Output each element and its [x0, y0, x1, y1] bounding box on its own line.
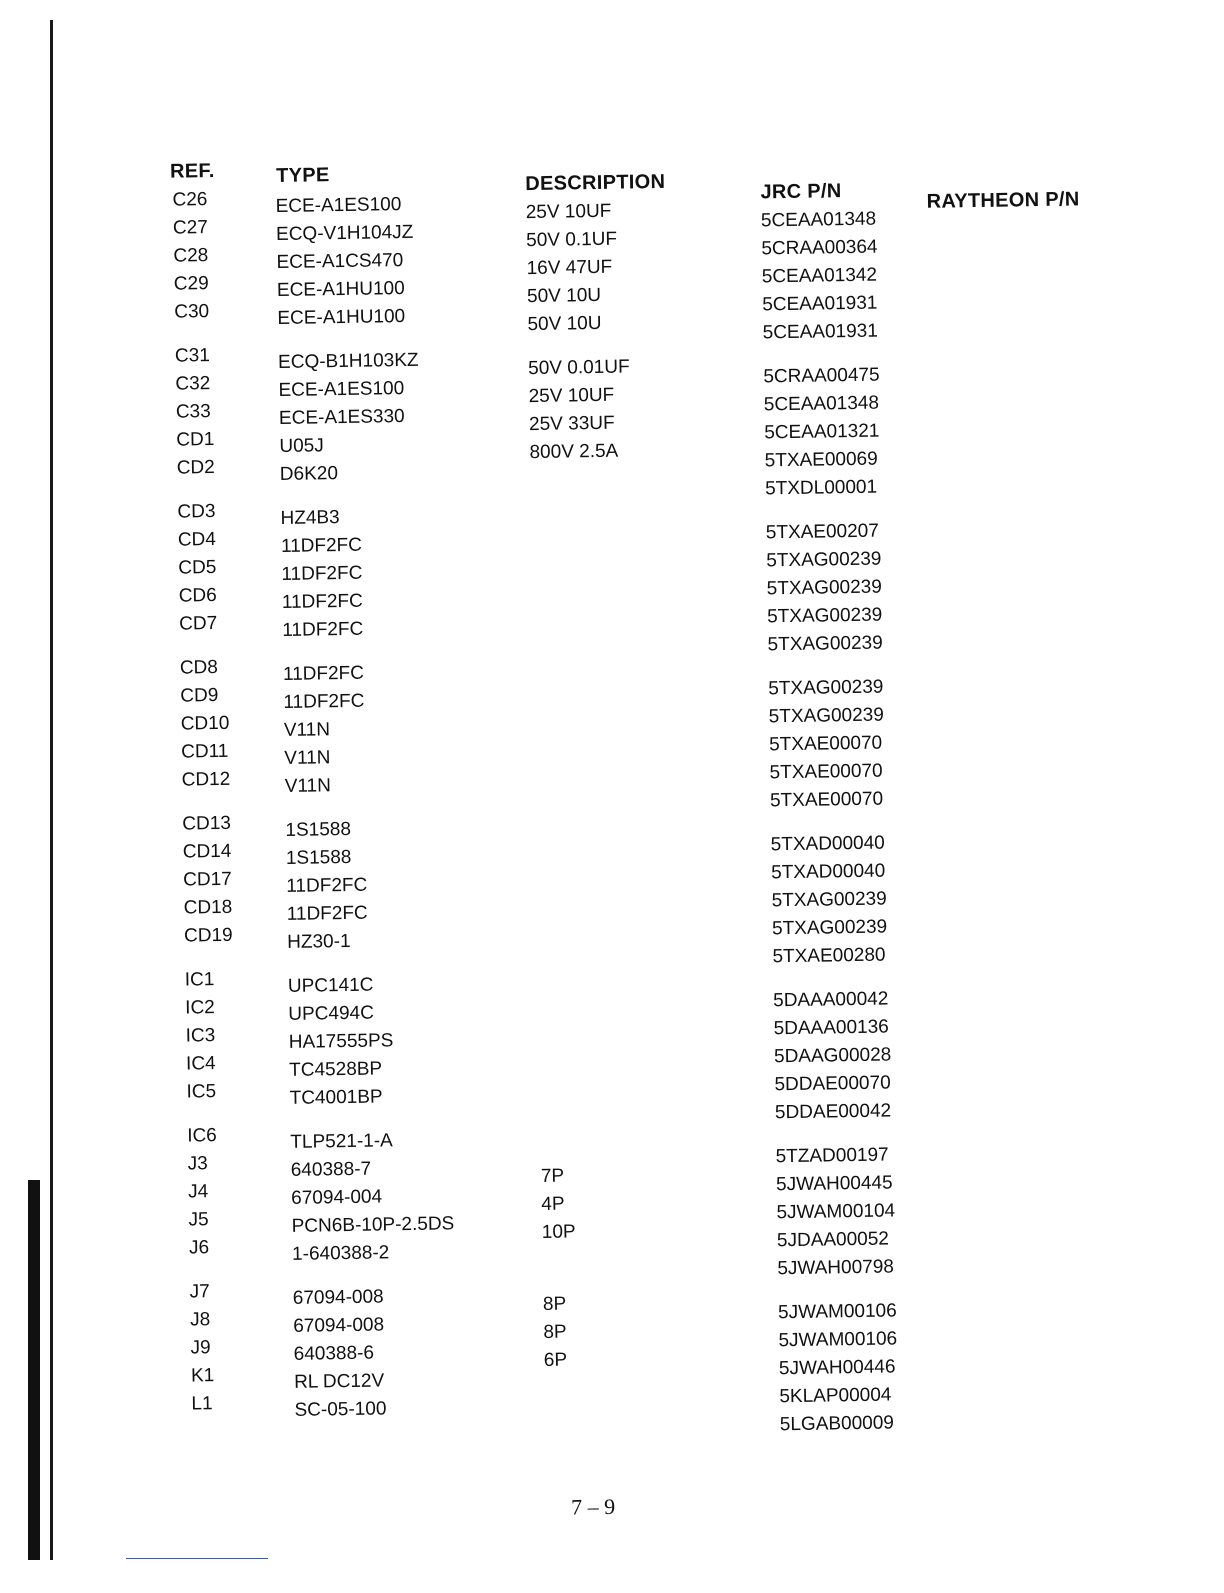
part-description: 50V 0.1UF — [526, 228, 618, 252]
part-ref: J7 — [189, 1281, 210, 1303]
part-type: 11DF2FC — [286, 902, 368, 925]
part-type: UPC141C — [287, 974, 374, 997]
part-type: 11DF2FC — [281, 590, 363, 613]
part-ref: CD11 — [181, 740, 229, 763]
part-type: V11N — [284, 775, 332, 797]
part-jrc-pn: 5DAAA00136 — [773, 1016, 889, 1040]
part-type: RL DC12V — [293, 1370, 385, 1393]
part-description: 7P — [540, 1165, 565, 1187]
part-type: 11DF2FC — [282, 662, 365, 685]
part-ref: CD6 — [178, 584, 217, 607]
part-jrc-pn: 5JDAA00052 — [776, 1228, 890, 1252]
part-jrc-pn: 5CEAA01321 — [764, 420, 880, 444]
part-ref: J3 — [187, 1153, 208, 1175]
part-type: HA17555PS — [288, 1030, 394, 1053]
part-jrc-pn: 5TXAE00207 — [765, 520, 880, 544]
part-ref: C28 — [173, 245, 209, 267]
part-jrc-pn: 5TXAG00239 — [768, 704, 885, 728]
part-type: 11DF2FC — [281, 562, 363, 585]
part-type: 67094-008 — [293, 1314, 385, 1337]
part-jrc-pn: 5JWAM00106 — [777, 1300, 897, 1324]
part-ref: J4 — [187, 1181, 209, 1203]
part-type: ECE-A1HU100 — [277, 306, 406, 330]
part-jrc-pn: 5JWAM00104 — [776, 1200, 896, 1224]
part-jrc-pn: 5TXAG00239 — [766, 576, 882, 600]
part-type: ECE-A1ES330 — [278, 406, 405, 429]
part-jrc-pn: 5TXAE00070 — [769, 760, 883, 784]
part-ref: CD19 — [183, 924, 233, 947]
part-type: 1S1588 — [285, 846, 352, 869]
header-ref: REF. — [169, 159, 215, 183]
part-type: 1S1588 — [285, 818, 352, 841]
header-jrc-pn: JRC P/N — [760, 180, 842, 204]
part-ref: CD5 — [178, 556, 217, 579]
part-jrc-pn: 5DDAE00042 — [774, 1100, 892, 1124]
part-ref: CD4 — [177, 529, 217, 551]
part-jrc-pn: 5TXAE00070 — [768, 732, 883, 756]
part-type: 67094-004 — [291, 1186, 383, 1209]
part-description: 6P — [543, 1349, 568, 1371]
part-type: PCN6B-10P-2.5DS — [291, 1213, 455, 1237]
part-jrc-pn: 5CEAA01348 — [763, 392, 880, 416]
part-jrc-pn: 5CRAA00475 — [763, 364, 880, 388]
part-type: V11N — [284, 747, 331, 769]
part-ref: IC2 — [185, 997, 215, 1019]
part-ref: CD18 — [183, 896, 233, 919]
part-jrc-pn: 5CEAA01348 — [760, 208, 877, 232]
part-description: 8P — [542, 1293, 567, 1315]
part-ref: CD17 — [183, 868, 232, 891]
part-ref: CD9 — [180, 684, 219, 707]
part-jrc-pn: 5TXAE00070 — [769, 788, 884, 812]
part-jrc-pn: 5TXAG00239 — [766, 604, 883, 628]
part-jrc-pn: 5JWAM00106 — [778, 1328, 898, 1352]
part-ref: CD8 — [179, 656, 219, 679]
part-ref: CD12 — [181, 768, 231, 791]
part-description: 25V 10UF — [528, 384, 615, 408]
part-jrc-pn: 5CEAA01931 — [762, 320, 878, 344]
part-type: HZ4B3 — [280, 507, 340, 529]
part-ref: C31 — [174, 345, 210, 367]
part-type: ECE-A1CS470 — [276, 250, 404, 274]
part-ref: IC1 — [184, 969, 215, 991]
part-type: 67094-008 — [292, 1286, 384, 1309]
part-ref: L1 — [191, 1393, 213, 1415]
part-type: 11DF2FC — [280, 534, 363, 557]
part-ref: C26 — [172, 189, 208, 211]
part-ref: IC4 — [185, 1053, 216, 1075]
part-description: 25V 10UF — [525, 200, 612, 224]
part-type: 640388-7 — [290, 1158, 372, 1181]
part-jrc-pn: 5DDAE00070 — [774, 1072, 891, 1096]
page-number: 7 – 9 — [570, 1493, 616, 1520]
part-type: TLP521-1-A — [290, 1130, 393, 1153]
part-jrc-pn: 5CEAA01342 — [761, 264, 878, 288]
part-jrc-pn: 5TZAD00197 — [775, 1144, 889, 1168]
part-description: 10P — [541, 1221, 576, 1243]
part-jrc-pn: 5TXAG00239 — [767, 632, 883, 656]
part-jrc-pn: 5CEAA01931 — [762, 292, 878, 316]
part-type: TC4528BP — [289, 1058, 383, 1081]
part-type: ECE-A1ES100 — [278, 378, 405, 401]
part-jrc-pn: 5TXAG00239 — [771, 888, 887, 912]
part-jrc-pn: 5TXDL00001 — [764, 476, 878, 500]
header-type: TYPE — [275, 164, 330, 188]
part-type: V11N — [283, 719, 331, 741]
part-ref: CD14 — [182, 840, 232, 863]
part-ref: J5 — [188, 1209, 209, 1231]
part-ref: J6 — [188, 1237, 210, 1259]
header-description: DESCRIPTION — [525, 170, 666, 196]
part-ref: C29 — [173, 273, 209, 295]
part-description: 50V 10U — [526, 284, 602, 308]
part-jrc-pn: 5TXAG00239 — [766, 548, 882, 572]
part-description: 16V 47UF — [526, 256, 613, 280]
part-description: 800V 2.5A — [529, 440, 619, 464]
part-description: 8P — [543, 1321, 567, 1343]
part-type: HZ30-1 — [287, 930, 351, 953]
part-jrc-pn: 5TXAE00069 — [764, 448, 878, 472]
part-ref: C32 — [175, 373, 211, 395]
part-ref: IC5 — [186, 1081, 217, 1103]
part-type: TC4001BP — [289, 1086, 383, 1109]
part-type: 11DF2FC — [286, 874, 368, 897]
part-jrc-pn: 5TXAD00040 — [770, 832, 885, 856]
part-type: U05J — [279, 435, 324, 457]
part-type: ECQ-V1H104JZ — [275, 221, 414, 246]
part-ref: C30 — [174, 301, 210, 323]
part-jrc-pn: 5LGAB00009 — [779, 1412, 895, 1436]
part-ref: J9 — [190, 1337, 211, 1359]
part-type: 11DF2FC — [283, 690, 365, 713]
part-jrc-pn: 5JWAH00798 — [777, 1256, 895, 1280]
part-jrc-pn: 5KLAP00004 — [779, 1384, 892, 1408]
part-ref: K1 — [190, 1365, 215, 1387]
part-ref: IC3 — [185, 1025, 216, 1047]
header-raytheon-pn: RAYTHEON P/N — [926, 188, 1080, 213]
part-type: ECE-A1HU100 — [276, 278, 405, 302]
part-type: D6K20 — [279, 463, 339, 485]
part-jrc-pn: 5DAAG00028 — [773, 1044, 892, 1068]
part-jrc-pn: 5CRAA00364 — [761, 236, 878, 260]
part-ref: CD2 — [176, 457, 215, 479]
part-jrc-pn: 5TXAD00040 — [771, 860, 886, 884]
part-ref: CD13 — [182, 812, 232, 835]
part-type: SC-05-100 — [294, 1398, 387, 1421]
part-ref: CD3 — [177, 501, 216, 523]
part-jrc-pn: 5TXAE00280 — [772, 944, 886, 968]
part-type: 640388-6 — [293, 1342, 375, 1365]
part-jrc-pn: 5DAAA00042 — [773, 988, 889, 1012]
part-type: 1-640388-2 — [291, 1242, 390, 1265]
part-ref: C33 — [175, 401, 211, 423]
part-type: ECQ-B1H103KZ — [277, 349, 419, 374]
part-ref: CD7 — [179, 612, 218, 635]
part-ref: IC6 — [187, 1125, 217, 1147]
part-type: ECE-A1ES100 — [275, 194, 402, 218]
part-jrc-pn: 5JWAH00446 — [778, 1356, 896, 1380]
part-ref: CD10 — [180, 712, 230, 735]
part-description: 50V 0.01UF — [528, 356, 630, 380]
footer-rule — [126, 1558, 268, 1559]
part-description: 4P — [541, 1193, 565, 1215]
part-type: UPC494C — [288, 1002, 375, 1025]
part-jrc-pn: 5JWAH00445 — [775, 1172, 893, 1196]
part-description: 50V 10U — [527, 312, 602, 336]
part-type: 11DF2FC — [282, 618, 364, 641]
part-jrc-pn: 5TXAG00239 — [768, 676, 884, 700]
part-ref: J8 — [189, 1309, 211, 1331]
part-ref: CD1 — [176, 429, 215, 451]
part-jrc-pn: 5TXAG00239 — [771, 916, 888, 940]
part-description: 25V 33UF — [528, 412, 615, 436]
part-ref: C27 — [172, 217, 208, 239]
